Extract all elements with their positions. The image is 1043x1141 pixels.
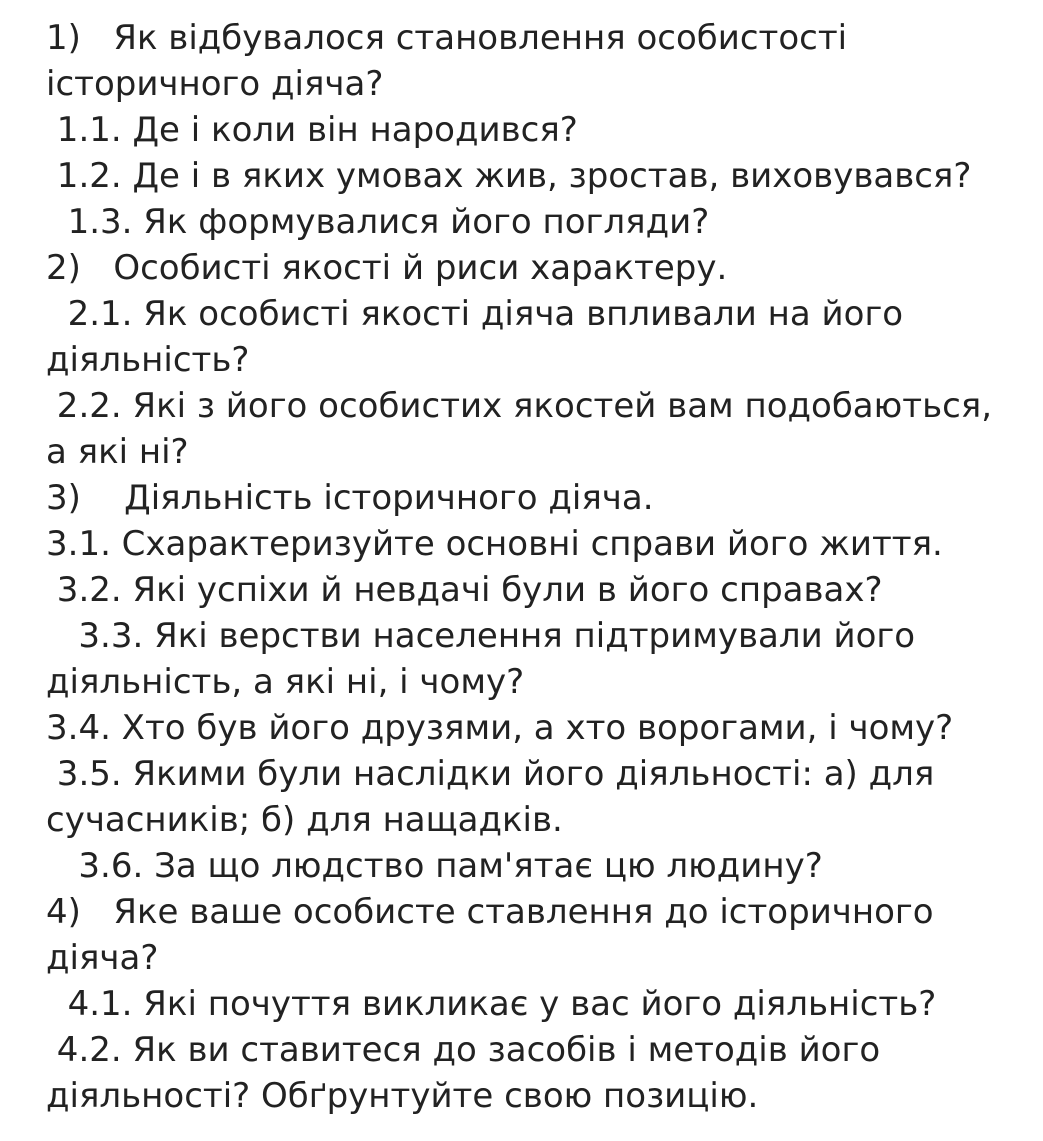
subquestion-4-2-line-1: 4.2. Як ви ставитеся до засобів і методів його	[46, 1030, 881, 1070]
subquestion-3-3-line-2: діяльність, а які ні, і чому?	[46, 662, 525, 702]
subquestion-2-2-line-1: 2.2. Які з його особистих якостей вам подобаються,	[46, 386, 993, 426]
subquestion-3-3-line-1: 3.3. Які верстви населення підтримували його	[46, 616, 916, 656]
question-1-heading-line-1: 1) Як відбувалося становлення особистості	[46, 18, 848, 58]
question-2-heading: 2) Особисті якості й риси характеру.	[46, 248, 728, 288]
question-4-heading-line-2: діяча?	[46, 938, 159, 978]
question-3-heading: 3) Діяльність історичного діяча.	[46, 478, 654, 518]
subquestion-4-2-line-2: діяльності? Обґрунтуйте свою позицію.	[46, 1076, 759, 1116]
subquestion-3-6: 3.6. За що людство пам'ятає цю людину?	[46, 846, 823, 886]
subquestion-3-5-line-2: сучасників; б) для нащадків.	[46, 800, 563, 840]
subquestion-1-1: 1.1. Де і коли він народився?	[46, 110, 578, 150]
subquestion-3-2: 3.2. Які успіхи й невдачі були в його справах?	[46, 570, 883, 610]
subquestion-2-1-line-1: 2.1. Як особисті якості діяча впливали на його	[46, 294, 904, 334]
subquestion-4-1: 4.1. Які почуття викликає у вас його діяльність?	[46, 984, 937, 1024]
subquestion-3-1: 3.1. Схарактеризуйте основні справи його життя.	[46, 524, 943, 564]
subquestion-1-3: 1.3. Як формувалися його погляди?	[46, 202, 710, 242]
question-1-heading-line-2: історичного діяча?	[46, 64, 384, 104]
subquestion-2-1-line-2: діяльність?	[46, 340, 250, 380]
subquestion-3-5-line-1: 3.5. Якими були наслідки його діяльності: а) для	[46, 754, 935, 794]
subquestion-2-2-line-2: а які ні?	[46, 432, 189, 472]
question-4-heading-line-1: 4) Яке ваше особисте ставлення до історичного	[46, 892, 934, 932]
subquestion-3-4: 3.4. Хто був його друзями, а хто ворогами, і чому?	[46, 708, 954, 748]
subquestion-1-2: 1.2. Де і в яких умовах жив, зростав, виховувався?	[46, 156, 972, 196]
